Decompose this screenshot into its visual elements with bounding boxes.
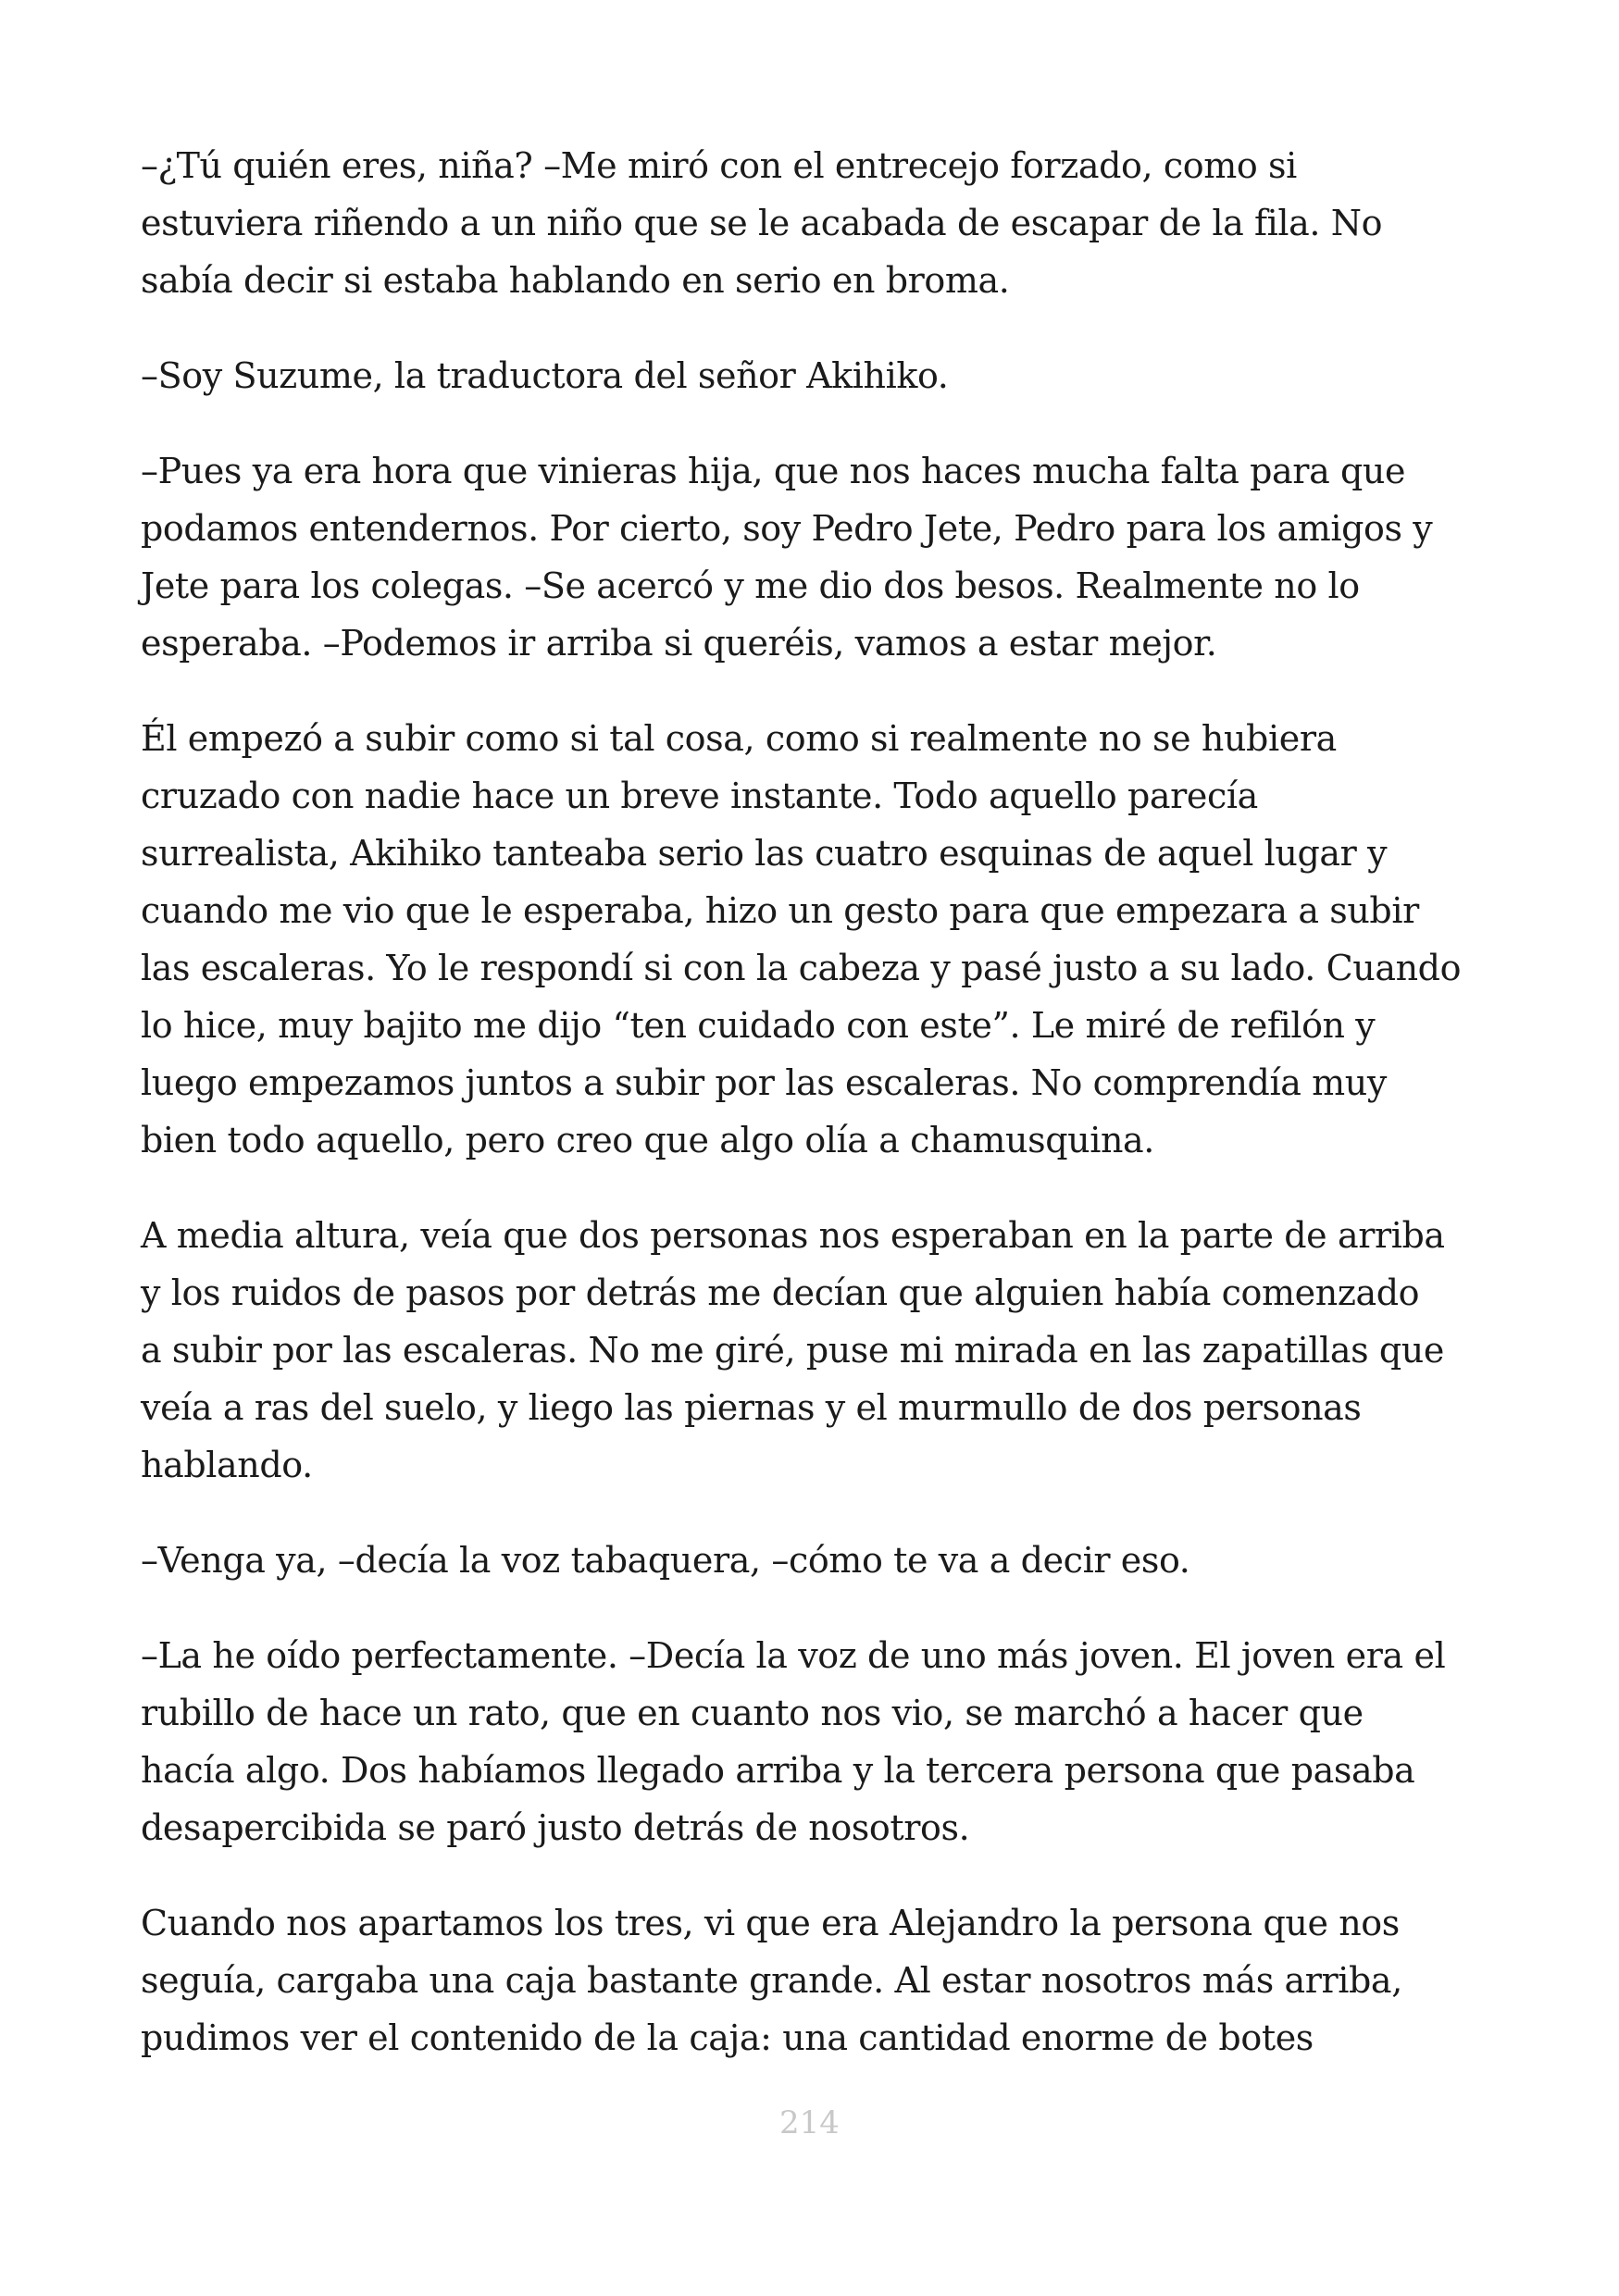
- text-line: –La he oído perfectamente. –Decía la voz de uno más joven. El joven era el: [141, 1635, 1446, 1676]
- page-number: 214: [779, 2104, 840, 2141]
- text-line: esperaba. –Podemos ir arriba si queréis, vamos a estar mejor.: [141, 623, 1217, 664]
- text-line: –¿Tú quién eres, niña? –Me miró con el entrecejo forzado, como si: [141, 145, 1297, 186]
- text-line: luego empezamos juntos a subir por las escaleras. No comprendía muy: [141, 1062, 1387, 1103]
- paragraph: [141, 1894, 1490, 2066]
- text-line: rubillo de hace un rato, que en cuanto nos vio, se marchó a hacer que: [141, 1693, 1364, 1733]
- body-text: [141, 137, 1490, 2066]
- text-line: hacía algo. Dos habíamos llegado arriba y la tercera persona que pasaba: [141, 1750, 1415, 1791]
- text-line: estuviera riñendo a un niño que se le acabada de escapar de la fila. No: [141, 203, 1383, 243]
- paragraph: [141, 710, 1490, 1169]
- text-line: seguía, cargaba una caja bastante grande. Al estar nosotros más arriba,: [141, 1960, 1402, 2001]
- paragraph: [141, 1532, 1490, 1589]
- paragraph: [141, 137, 1490, 309]
- text-line: a subir por las escaleras. No me giré, puse mi mirada en las zapatillas que: [141, 1330, 1444, 1371]
- text-line: lo hice, muy bajito me dijo “ten cuidado con este”. Le miré de refilón y: [141, 1005, 1376, 1046]
- text-line: surrealista, Akihiko tanteaba serio las cuatro esquinas de aquel lugar y: [141, 833, 1388, 874]
- paragraph: [141, 1627, 1490, 1856]
- text-line: cruzado con nadie hace un breve instante. Todo aquello parecía: [141, 776, 1258, 816]
- text-line: veía a ras del suelo, y liego las piernas y el murmullo de dos personas: [141, 1387, 1362, 1428]
- paragraph: [141, 442, 1490, 672]
- paragraph: [141, 347, 1490, 404]
- text-line: sabía decir si estaba hablando en serio en broma.: [141, 260, 1010, 301]
- text-line: Jete para los colegas. –Se acercó y me dio dos besos. Realmente no lo: [141, 565, 1360, 606]
- text-line: Cuando nos apartamos los tres, vi que era Alejandro la persona que nos: [141, 1903, 1400, 1943]
- text-line: desapercibida se paró justo detrás de nosotros.: [141, 1807, 970, 1848]
- text-line: pudimos ver el contenido de la caja: una cantidad enorme de botes: [141, 2017, 1314, 2058]
- text-line: A media altura, veía que dos personas nos esperaban en la parte de arriba: [141, 1215, 1445, 1256]
- text-line: las escaleras. Yo le respondí si con la cabeza y pasé justo a su lado. Cuando: [141, 948, 1462, 988]
- text-line: –Soy Suzume, la traductora del señor Akihiko.: [141, 355, 949, 396]
- text-line: –Pues ya era hora que vinieras hija, que nos haces mucha falta para que: [141, 451, 1406, 491]
- text-line: –Venga ya, –decía la voz tabaquera, –cómo te va a decir eso.: [141, 1540, 1190, 1581]
- text-line: hablando.: [141, 1445, 313, 1485]
- text-line: y los ruidos de pasos por detrás me decían que alguien había comenzado: [141, 1272, 1420, 1313]
- paragraph: [141, 1207, 1490, 1494]
- text-line: Él empezó a subir como si tal cosa, como si realmente no se hubiera: [141, 718, 1337, 759]
- text-line: cuando me vio que le esperaba, hizo un gesto para que empezara a subir: [141, 890, 1419, 931]
- text-line: podamos entendernos. Por cierto, soy Pedro Jete, Pedro para los amigos y: [141, 508, 1433, 549]
- text-line: bien todo aquello, pero creo que algo olía a chamusquina.: [141, 1120, 1154, 1160]
